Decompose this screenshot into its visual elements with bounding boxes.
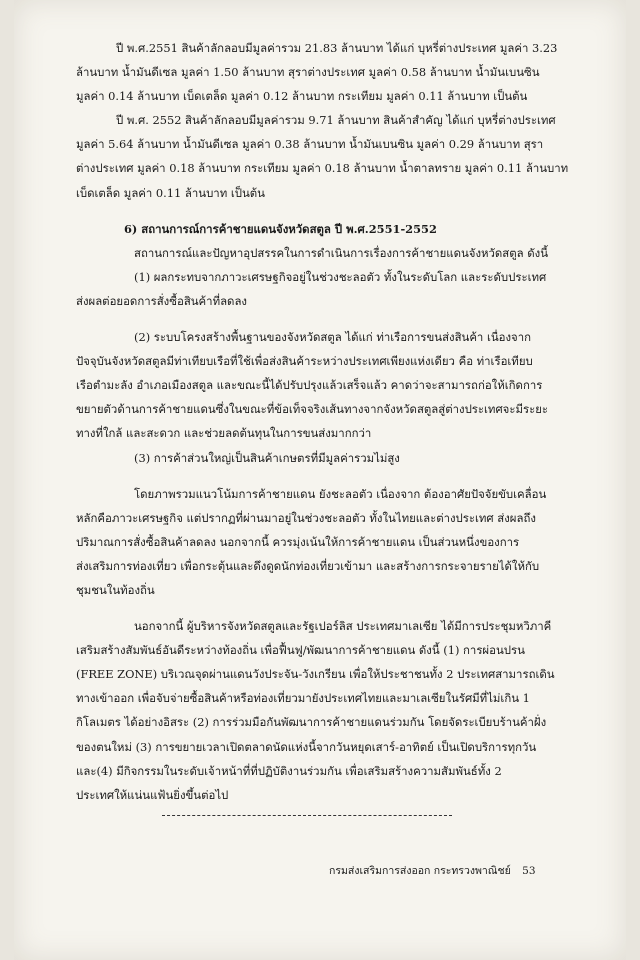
text-line: โดยภาพรวมแนวโน้มการค้าชายแดน ยังชะลอตัว เนื่องจาก ต้องอาศัยปัจจัยขับเคลื่อน (134, 486, 547, 501)
document-page (14, 0, 626, 960)
text-line: ต่างประเทศ มูลค่า 0.18 ล้านบาท กระเทียม มูลค่า 0.18 ล้านบาท น้ำตาลทราย มูลค่า 0.11 ล้านบาท (76, 161, 569, 176)
text-line: เบ็ดเตล็ด มูลค่า 0.11 ล้านบาท เป็นต้น (76, 185, 265, 200)
list-item-1 (76, 265, 586, 313)
spacer (76, 470, 586, 482)
text-line: ล้านบาท น้ำมันดีเซล มูลค่า 1.50 ล้านบาท สุราต่างประเทศ มูลค่า 0.58 ล้านบาท น้ำมันเบนซิน (76, 65, 540, 80)
text-line: ปี พ.ศ.2551 สินค้าลักลอบมีมูลค่ารวม 21.83 ล้านบาท ได้แก่ บุหรี่ต่างประเทศ มูลค่า 3.23 (116, 41, 558, 55)
text-line: และ(4) มีกิจกรรมในระดับเจ้าหน้าที่ที่ปฏิบัติงานร่วมกัน เพื่อเสริมสร้างความสัมพันธ์ทั้ง 2 (76, 763, 502, 778)
text-line: นอกจากนี้ ผู้บริหารจังหวัดสตูลและรัฐเปอร์ลิส ประเทศมาเลเซีย ได้มีการประชุมหวิภาคี (134, 619, 552, 634)
footer-department: กรมส่งเสริมการส่งออก กระทรวงพาณิชย์ (329, 865, 511, 877)
paragraph-overall (76, 482, 586, 602)
text-line: เรือตำมะลัง อำเภอเมืองสตูล และขณะนี้ได้ปรับปรุงแล้วเสร็จแล้ว คาดว่าจะสามารถก่อให้เกิดการ (76, 378, 543, 393)
text-line: (1) ผลกระทบจากภาวะเศรษฐกิจอยู่ในช่วงชะลอตัว ทั้งในระดับโลก และระดับประเทศ (134, 269, 547, 284)
spacer (76, 205, 586, 217)
text-line: ปัจจุบันจังหวัดสตูลมีท่าเทียบเรือที่ใช้เพื่อส่งสินค้าระหว่างประเทศเพียงแห่งเดียว คือ ท่าเรือเทียบ (76, 354, 533, 369)
text-line: มูลค่า 0.14 ล้านบาท เบ็ดเตล็ด มูลค่า 0.12 ล้านบาท กระเทียม มูลค่า 0.11 ล้านบาท เป็นต้น (76, 89, 528, 104)
text-line: ขยายตัวด้านการค้าชายแดนซึ่งในขณะที่ข้อเท็จจริงเส้นทางจากจังหวัดสตูลสู่ต่างประเทศจะมีระยะ (76, 402, 549, 417)
paragraph-meeting (76, 614, 586, 807)
page-footer (329, 862, 536, 879)
divider-line (162, 815, 452, 816)
list-item-3: (3) การค้าส่วนใหญ่เป็นสินค้าเกษตรที่มีมูลค่ารวมไม่สูง (134, 450, 400, 465)
text-line: ชุมชนในท้องถิ่น (76, 582, 155, 597)
page-number: 53 (522, 865, 536, 877)
text-line: (2) ระบบโครงสร้างพื้นฐานของจังหวัดสตูล ได้แก่ ท่าเรือการขนส่งสินค้า เนื่องจาก (134, 330, 532, 345)
text-line: ประเทศให้แน่นแฟ้นยิ่งขึ้นต่อไป (76, 787, 229, 802)
section-heading: 6) สถานการณ์การค้าชายแดนจังหวัดสตูล ปี พ.ศ.2551-2552 (124, 221, 437, 236)
text-line: ปี พ.ศ. 2552 สินค้าลักลอบมีมูลค่ารวม 9.71 ล้านบาท สินค้าสำคัญ ได้แก่ บุหรี่ต่างประเทศ (116, 113, 556, 128)
section-intro: สถานการณ์และปัญหาอุปสรรคในการดำเนินการเรื่องการค้าชายแดนจังหวัดสตูล ดังนี้ (134, 245, 549, 260)
spacer (76, 313, 586, 325)
paragraph-2551 (76, 36, 586, 108)
list-item-2 (76, 325, 586, 445)
text-line: (FREE ZONE) บริเวณจุดผ่านแดนวังประจัน-วังเกรียน เพื่อให้ประชาชนทั้ง 2 ประเทศสามารถเดิน (76, 667, 555, 682)
spacer (76, 602, 586, 614)
text-line: เสริมสร้างสัมพันธ์อันดีระหว่างท้องถิ่น เพื่อฟื้นฟู/พัฒนาการค้าชายแดน ดังนี้ (1) การผ่อนปรน (76, 643, 525, 658)
text-line: ปริมาณการสั่งซื้อสินค้าลดลง นอกจากนี้ ควรมุ่งเน้นให้การค้าชายแดน เป็นส่วนหนึ่งของการ (76, 534, 520, 549)
paragraph-2552 (76, 108, 586, 204)
text-line: ทางที่ใกล้ และสะดวก และช่วยลดต้นทุนในการขนส่งมากกว่า (76, 426, 372, 441)
text-line: มูลค่า 5.64 ล้านบาท น้ำมันดีเซล มูลค่า 0.38 ล้านบาท น้ำมันเบนซิน มูลค่า 0.29 ล้านบาท สุรา (76, 137, 544, 152)
body-text (76, 36, 586, 807)
text-line: ของตนใหม่ (3) การขยายเวลาเปิดตลาดนัดแห่งนี้จากวันหยุดเสาร์-อาทิตย์ เป็นเปิดบริการทุกวัน (76, 739, 537, 754)
text-line: หลักคือภาวะเศรษฐกิจ แต่ปรากฏที่ผ่านมาอยู่ในช่วงชะลอตัว ทั้งในไทยและต่างประเทศ ส่งผลถึง (76, 510, 536, 525)
text-line: ส่งเสริมการท่องเที่ยว เพื่อกระตุ้นและดึงดูดนักท่องเที่ยวเข้ามา และสร้างการกระจายรายได้ให้กับ (76, 558, 540, 573)
text-line: ส่งผลต่อยอดการสั่งซื้อสินค้าที่ลดลง (76, 293, 247, 308)
text-line: กิโลเมตร ได้อย่างอิสระ (2) การร่วมมือกันพัฒนาการค้าชายแดนร่วมกัน โดยจัดระเบียบร้านค้าฝั่ง (76, 715, 547, 730)
text-line: ทางเข้าออก เพื่อจับจ่ายซื้อสินค้าหรือท่องเที่ยวมายังประเทศไทยและมาเลเซียในรัศมีที่ไม่เกิน 1 (76, 691, 530, 706)
